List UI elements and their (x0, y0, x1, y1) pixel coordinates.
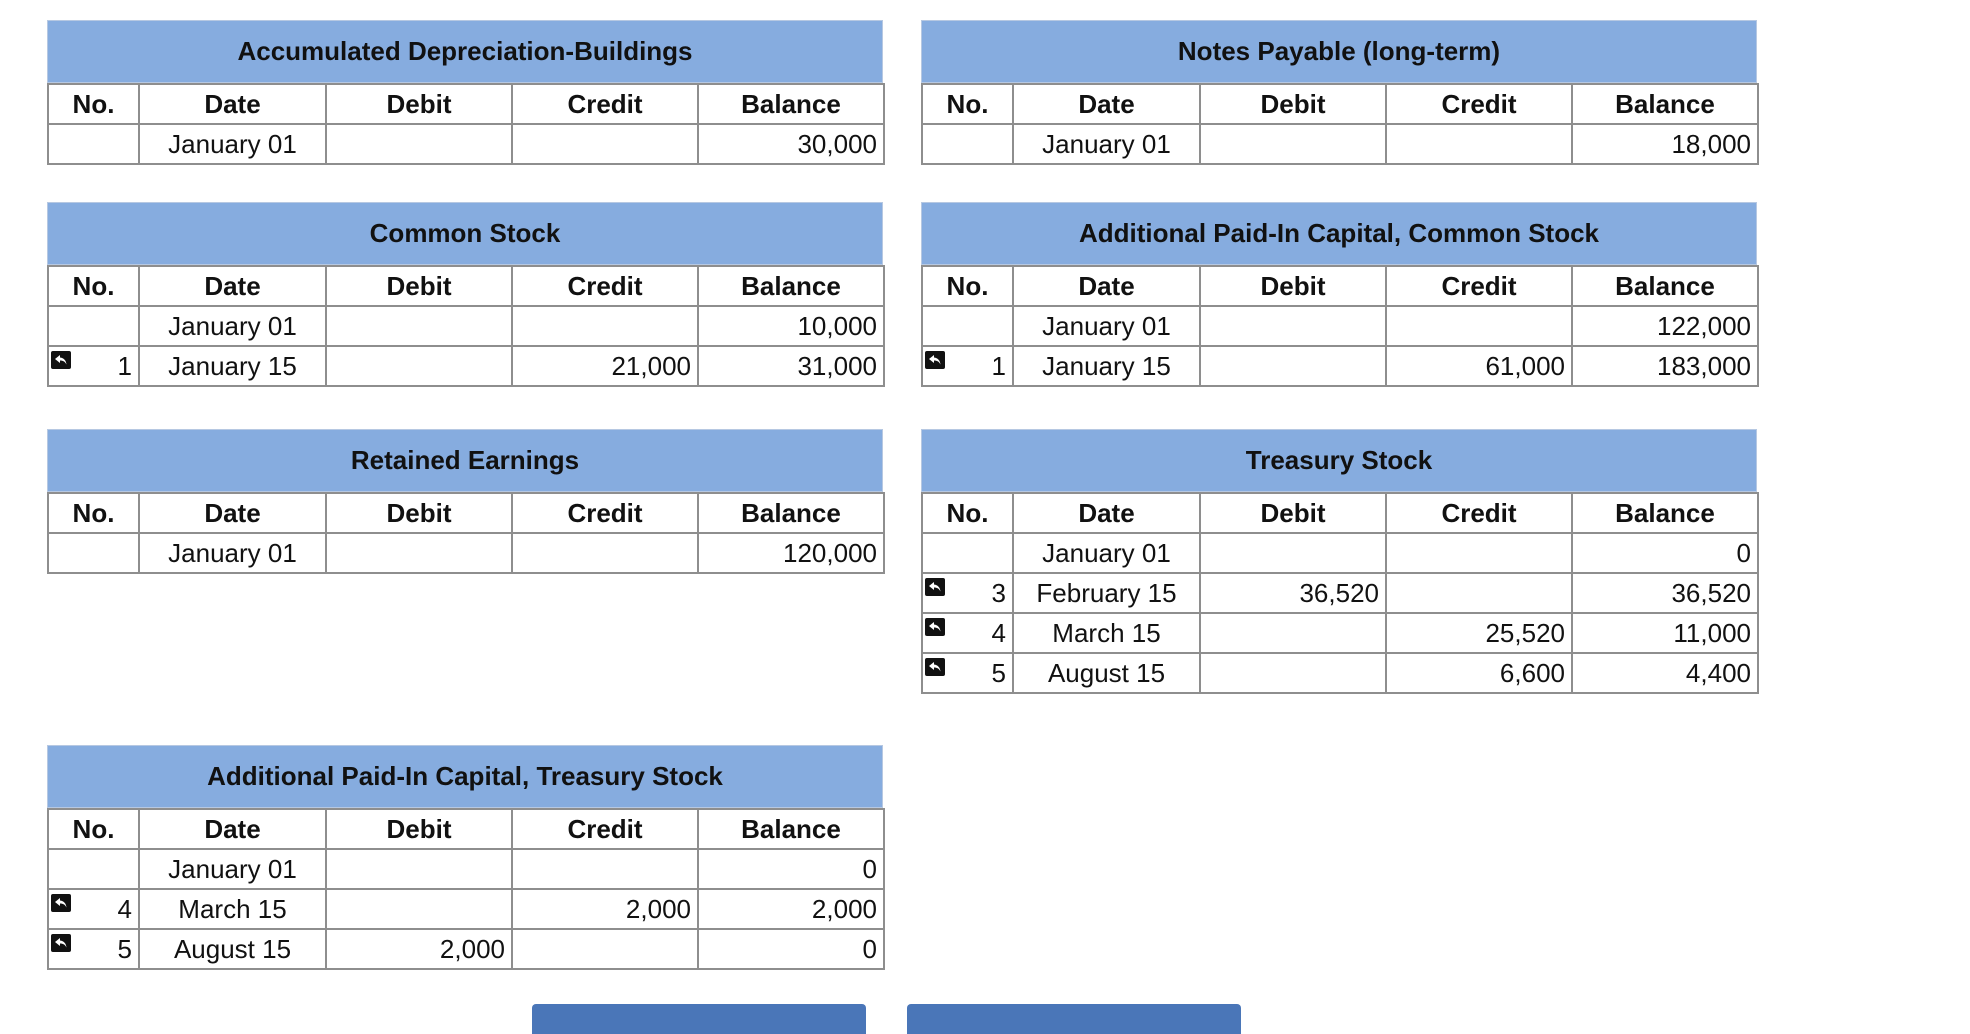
entry-number-cell (48, 306, 139, 346)
entry-number: 5 (991, 657, 1006, 688)
ledger-account (47, 202, 883, 387)
ledger-table (921, 83, 1759, 165)
column-header-no: No. (48, 809, 139, 849)
undo-icon[interactable] (925, 578, 945, 596)
credit-cell (1386, 124, 1572, 164)
column-header-balance: Balance (698, 266, 884, 306)
credit-cell: 2,000 (512, 889, 698, 929)
balance-cell: 0 (698, 849, 884, 889)
balance-cell: 36,520 (1572, 573, 1758, 613)
column-header-debit: Debit (326, 809, 512, 849)
column-header-no: No. (922, 493, 1013, 533)
ledger-table (921, 265, 1759, 387)
table-row (48, 346, 884, 386)
column-header-credit: Credit (1386, 266, 1572, 306)
date-cell: January 01 (1013, 306, 1200, 346)
entry-number: 3 (991, 577, 1006, 608)
credit-cell: 21,000 (512, 346, 698, 386)
column-header-date: Date (139, 809, 326, 849)
credit-cell: 6,600 (1386, 653, 1572, 693)
table-row (48, 124, 884, 164)
table-row (922, 573, 1758, 613)
date-cell: January 15 (1013, 346, 1200, 386)
header-row (48, 266, 884, 306)
ledger-table (47, 808, 885, 970)
date-cell: August 15 (1013, 653, 1200, 693)
balance-cell: 11,000 (1572, 613, 1758, 653)
debit-cell: 2,000 (326, 929, 512, 969)
header-row (922, 266, 1758, 306)
table-row (922, 533, 1758, 573)
ledger-account (921, 202, 1757, 387)
column-header-balance: Balance (1572, 84, 1758, 124)
column-header-balance: Balance (1572, 493, 1758, 533)
ledger-title: Notes Payable (long-term) (921, 20, 1757, 83)
column-header-debit: Debit (326, 493, 512, 533)
date-cell: August 15 (139, 929, 326, 969)
entry-number-cell (922, 346, 1013, 386)
balance-cell: 31,000 (698, 346, 884, 386)
ledger-title: Additional Paid-In Capital, Treasury Stock (47, 745, 883, 808)
column-header-date: Date (1013, 266, 1200, 306)
ledger-account (921, 429, 1757, 694)
ledger-account (47, 429, 883, 574)
ledger-title: Common Stock (47, 202, 883, 265)
undo-icon[interactable] (51, 894, 71, 912)
debit-cell (1200, 306, 1386, 346)
table-row (48, 849, 884, 889)
balance-cell: 0 (698, 929, 884, 969)
ledger-table (921, 492, 1759, 694)
undo-icon[interactable] (925, 658, 945, 676)
date-cell: March 15 (1013, 613, 1200, 653)
entry-number-cell (48, 889, 139, 929)
ledger-title: Additional Paid-In Capital, Common Stock (921, 202, 1757, 265)
ledger-account (921, 20, 1757, 165)
column-header-date: Date (139, 266, 326, 306)
table-row (48, 533, 884, 573)
entry-number-cell (922, 533, 1013, 573)
debit-cell (1200, 124, 1386, 164)
table-row (922, 306, 1758, 346)
column-header-debit: Debit (326, 266, 512, 306)
balance-cell: 183,000 (1572, 346, 1758, 386)
table-row (48, 929, 884, 969)
debit-cell (1200, 533, 1386, 573)
column-header-debit: Debit (1200, 84, 1386, 124)
header-row (922, 493, 1758, 533)
column-header-credit: Credit (512, 84, 698, 124)
balance-cell: 18,000 (1572, 124, 1758, 164)
ledger-table (47, 83, 885, 165)
column-header-credit: Credit (1386, 493, 1572, 533)
debit-cell (1200, 653, 1386, 693)
table-row (922, 613, 1758, 653)
credit-cell (512, 849, 698, 889)
debit-cell (326, 124, 512, 164)
credit-cell (1386, 573, 1572, 613)
balance-cell: 0 (1572, 533, 1758, 573)
column-header-no: No. (922, 84, 1013, 124)
entry-number-cell (922, 653, 1013, 693)
column-header-credit: Credit (512, 266, 698, 306)
entry-number-cell (48, 849, 139, 889)
column-header-no: No. (48, 84, 139, 124)
date-cell: March 15 (139, 889, 326, 929)
balance-cell: 122,000 (1572, 306, 1758, 346)
table-row (48, 889, 884, 929)
credit-cell: 61,000 (1386, 346, 1572, 386)
entry-number: 4 (991, 617, 1006, 648)
primary-button-left[interactable] (532, 1004, 866, 1034)
column-header-date: Date (139, 84, 326, 124)
column-header-balance: Balance (1572, 266, 1758, 306)
column-header-balance: Balance (698, 809, 884, 849)
entry-number-cell (922, 306, 1013, 346)
column-header-date: Date (139, 493, 326, 533)
debit-cell (326, 889, 512, 929)
balance-cell: 2,000 (698, 889, 884, 929)
entry-number-cell (48, 124, 139, 164)
entry-number-cell (48, 929, 139, 969)
debit-cell (326, 346, 512, 386)
date-cell: January 01 (1013, 124, 1200, 164)
debit-cell (1200, 346, 1386, 386)
ledger-account (47, 20, 883, 165)
debit-cell (326, 306, 512, 346)
ledger-title: Treasury Stock (921, 429, 1757, 492)
entry-number-cell (48, 346, 139, 386)
column-header-date: Date (1013, 493, 1200, 533)
column-header-no: No. (48, 266, 139, 306)
column-header-credit: Credit (512, 493, 698, 533)
entry-number-cell (922, 613, 1013, 653)
ledger-table (47, 265, 885, 387)
date-cell: January 01 (139, 533, 326, 573)
column-header-debit: Debit (1200, 266, 1386, 306)
column-header-balance: Balance (698, 493, 884, 533)
ledger-title: Retained Earnings (47, 429, 883, 492)
primary-button-right[interactable] (907, 1004, 1241, 1034)
credit-cell (512, 306, 698, 346)
entry-number: 1 (117, 350, 132, 381)
undo-icon[interactable] (925, 351, 945, 369)
date-cell: January 15 (139, 346, 326, 386)
column-header-balance: Balance (698, 84, 884, 124)
column-header-credit: Credit (1386, 84, 1572, 124)
undo-icon[interactable] (51, 351, 71, 369)
credit-cell (512, 124, 698, 164)
column-header-credit: Credit (512, 809, 698, 849)
header-row (48, 493, 884, 533)
undo-icon[interactable] (925, 618, 945, 636)
header-row (48, 809, 884, 849)
table-row (48, 306, 884, 346)
date-cell: January 01 (139, 849, 326, 889)
debit-cell (1200, 613, 1386, 653)
undo-icon[interactable] (51, 934, 71, 952)
entry-number-cell (922, 124, 1013, 164)
balance-cell: 4,400 (1572, 653, 1758, 693)
balance-cell: 10,000 (698, 306, 884, 346)
ledger-account (47, 745, 883, 970)
debit-cell: 36,520 (1200, 573, 1386, 613)
balance-cell: 30,000 (698, 124, 884, 164)
entry-number-cell (48, 533, 139, 573)
date-cell: February 15 (1013, 573, 1200, 613)
column-header-no: No. (922, 266, 1013, 306)
credit-cell (1386, 306, 1572, 346)
entry-number: 4 (117, 893, 132, 924)
ledger-table (47, 492, 885, 574)
date-cell: January 01 (139, 124, 326, 164)
column-header-debit: Debit (1200, 493, 1386, 533)
date-cell: January 01 (139, 306, 326, 346)
table-row (922, 124, 1758, 164)
entry-number-cell (922, 573, 1013, 613)
date-cell: January 01 (1013, 533, 1200, 573)
column-header-date: Date (1013, 84, 1200, 124)
credit-cell: 25,520 (1386, 613, 1572, 653)
balance-cell: 120,000 (698, 533, 884, 573)
header-row (922, 84, 1758, 124)
credit-cell (512, 533, 698, 573)
table-row (922, 653, 1758, 693)
debit-cell (326, 849, 512, 889)
entry-number: 1 (991, 350, 1006, 381)
entry-number: 5 (117, 933, 132, 964)
column-header-debit: Debit (326, 84, 512, 124)
header-row (48, 84, 884, 124)
ledger-title: Accumulated Depreciation-Buildings (47, 20, 883, 83)
table-row (922, 346, 1758, 386)
debit-cell (326, 533, 512, 573)
credit-cell (1386, 533, 1572, 573)
column-header-no: No. (48, 493, 139, 533)
credit-cell (512, 929, 698, 969)
